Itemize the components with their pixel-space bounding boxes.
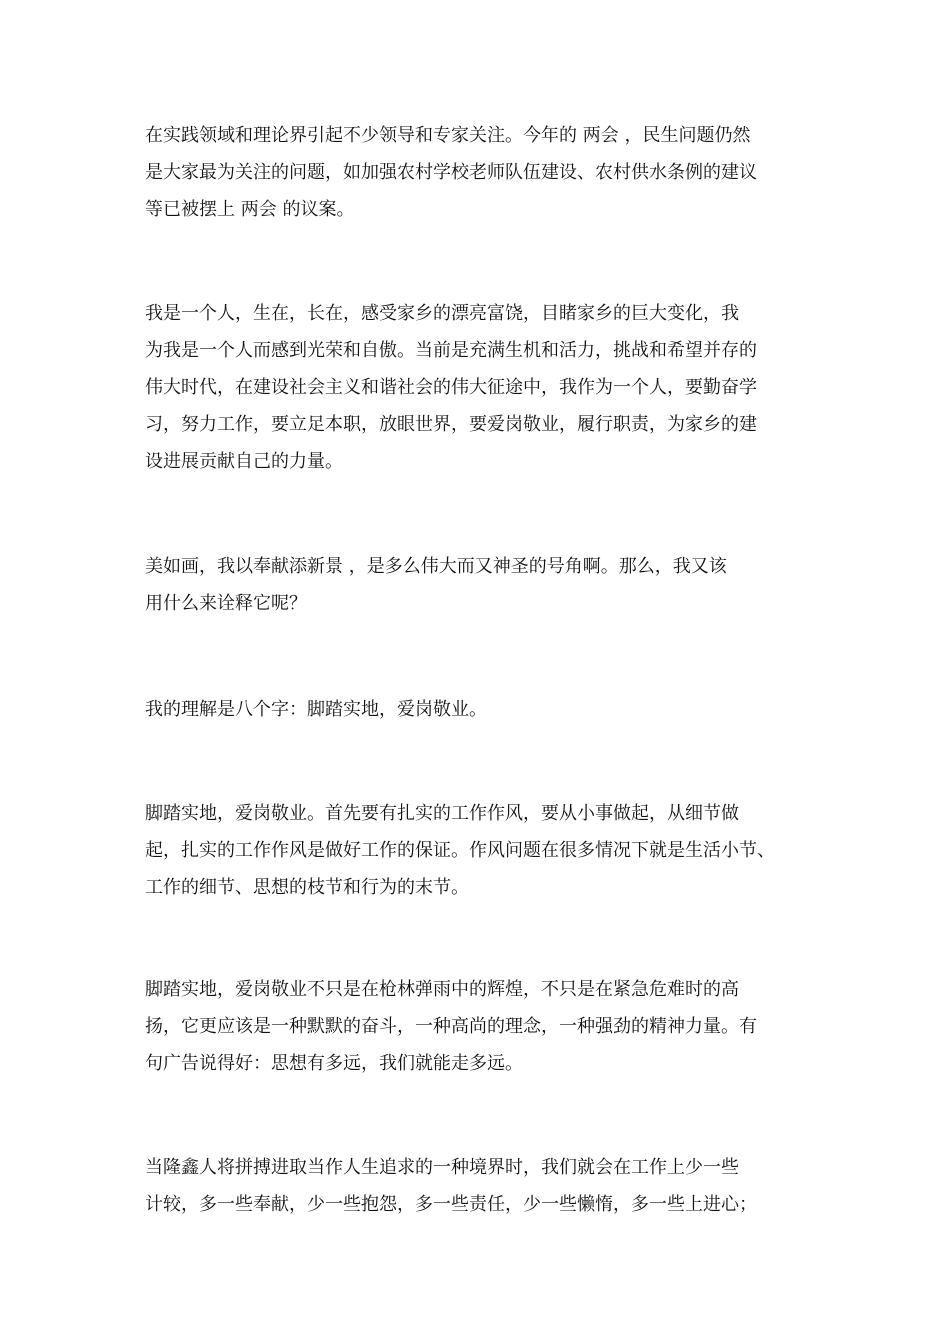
paragraph-line: 句广告说得好：思想有多远，我们就能走多远。: [145, 1053, 523, 1074]
paragraph-line: 为我是一个人而感到光荣和自傲。当前是充满生机和活力，挑战和希望并存的: [145, 340, 757, 361]
paragraph-5: [145, 795, 810, 906]
paragraph-line: 起，扎实的工作作风是做好工作的保证。作风问题在很多情况下就是生活小节、: [145, 840, 775, 861]
paragraph-line: 脚踏实地，爱岗敬业不只是在枪林弹雨中的辉煌，不只是在紧急危难时的高: [145, 979, 739, 1000]
paragraph-line: 计较，多一些奉献，少一些抱怨，多一些责任，少一些懒惰，多一些上进心；: [145, 1194, 757, 1215]
paragraph-line: 工作的细节、思想的枝节和行为的末节。: [145, 877, 469, 898]
paragraph-line: 伟大时代，在建设社会主义和谐社会的伟大征途中，我作为一个人，要勤奋学: [145, 377, 757, 398]
paragraph-line: 是大家最为关注的问题，如加强农村学校老师队伍建设、农村供水条例的建议: [145, 162, 757, 183]
paragraph-line: 我是一个人，生在，长在，感受家乡的漂亮富饶，目睹家乡的巨大变化，我: [145, 303, 739, 324]
paragraph-line: 习，努力工作，要立足本职，放眼世界，要爱岗敬业，履行职责，为家乡的建: [145, 414, 757, 435]
paragraph-line: 当隆鑫人将拼搏进取当作人生追求的一种境界时，我们就会在工作上少一些: [145, 1157, 739, 1178]
paragraph-line: 美如画，我以奉献添新景 ，是多么伟大而又神圣的号角啊。那么，我又该: [145, 556, 727, 577]
paragraph-line: 等已被摆上 两会 的议案。: [145, 199, 355, 220]
paragraph-line: 脚踏实地，爱岗敬业。首先要有扎实的工作作风，要从小事做起，从细节做: [145, 803, 739, 824]
paragraph-line: 设进展贡献自己的力量。: [145, 451, 343, 472]
paragraph-2: [145, 295, 810, 480]
paragraph-7: [145, 1149, 810, 1223]
paragraph-3: [145, 548, 810, 622]
paragraph-line: 在实践领域和理论界引起不少领导和专家关注。今年的 两会 ，民生问题仍然: [145, 125, 751, 146]
paragraph-6: [145, 971, 810, 1082]
paragraph-4: [145, 691, 810, 728]
paragraph-line: 我的理解是八个字：脚踏实地，爱岗敬业。: [145, 699, 487, 720]
paragraph-line: 扬，它更应该是一种默默的奋斗，一种高尚的理念，一种强劲的精神力量。有: [145, 1016, 757, 1037]
paragraph-line: 用什么来诠释它呢？: [145, 593, 307, 614]
paragraph-1: [145, 117, 810, 228]
